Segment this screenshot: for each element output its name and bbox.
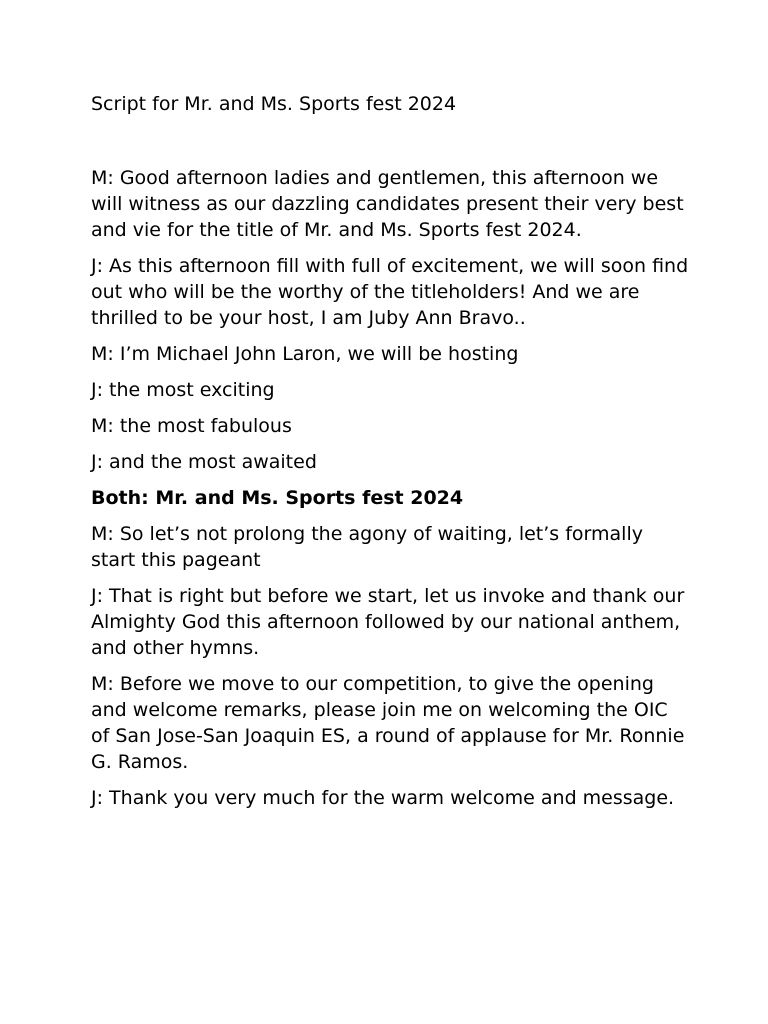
script-line-m-start: M: So let’s not prolong the agony of waiting, let’s formally start this pageant: [91, 523, 643, 571]
script-line-both: Both: Mr. and Ms. Sports fest 2024: [91, 487, 464, 509]
document-page: [91, 91, 691, 821]
script-line-m-remarks: M: Before we move to our competition, to give the opening and welcome remarks, please join me on welcoming the OIC of San Jose-San Joaquin ES, a round of applause for Mr. Ronnie G. Ramos.: [91, 673, 685, 773]
script-line-m-fabulous: M: the most fabulous: [91, 415, 292, 437]
document-title: Script for Mr. and Ms. Sports fest 2024: [91, 93, 457, 115]
script-line-m-host-intro: M: I’m Michael John Laron, we will be hosting: [91, 343, 519, 365]
script-line-j-invoke: J: That is right but before we start, let us invoke and thank our Almighty God this afternoon followed by our national anthem, and other hymns.: [91, 585, 685, 659]
script-line-m-opening: M: Good afternoon ladies and gentlemen, this afternoon we will witness as our dazzling candidates present their very best and vie for the title of Mr. and Ms. Sports fest 2024.: [91, 167, 684, 241]
script-line-j-awaited: J: and the most awaited: [91, 451, 317, 473]
script-line-j-exciting: J: the most exciting: [91, 379, 275, 401]
script-line-j-thanks: J: Thank you very much for the warm welcome and message.: [91, 787, 675, 809]
script-line-j-host-intro: J: As this afternoon fill with full of excitement, we will soon find out who will be the worthy of the titleholders! And we are thrilled to be your host, I am Juby Ann Bravo..: [91, 255, 689, 329]
